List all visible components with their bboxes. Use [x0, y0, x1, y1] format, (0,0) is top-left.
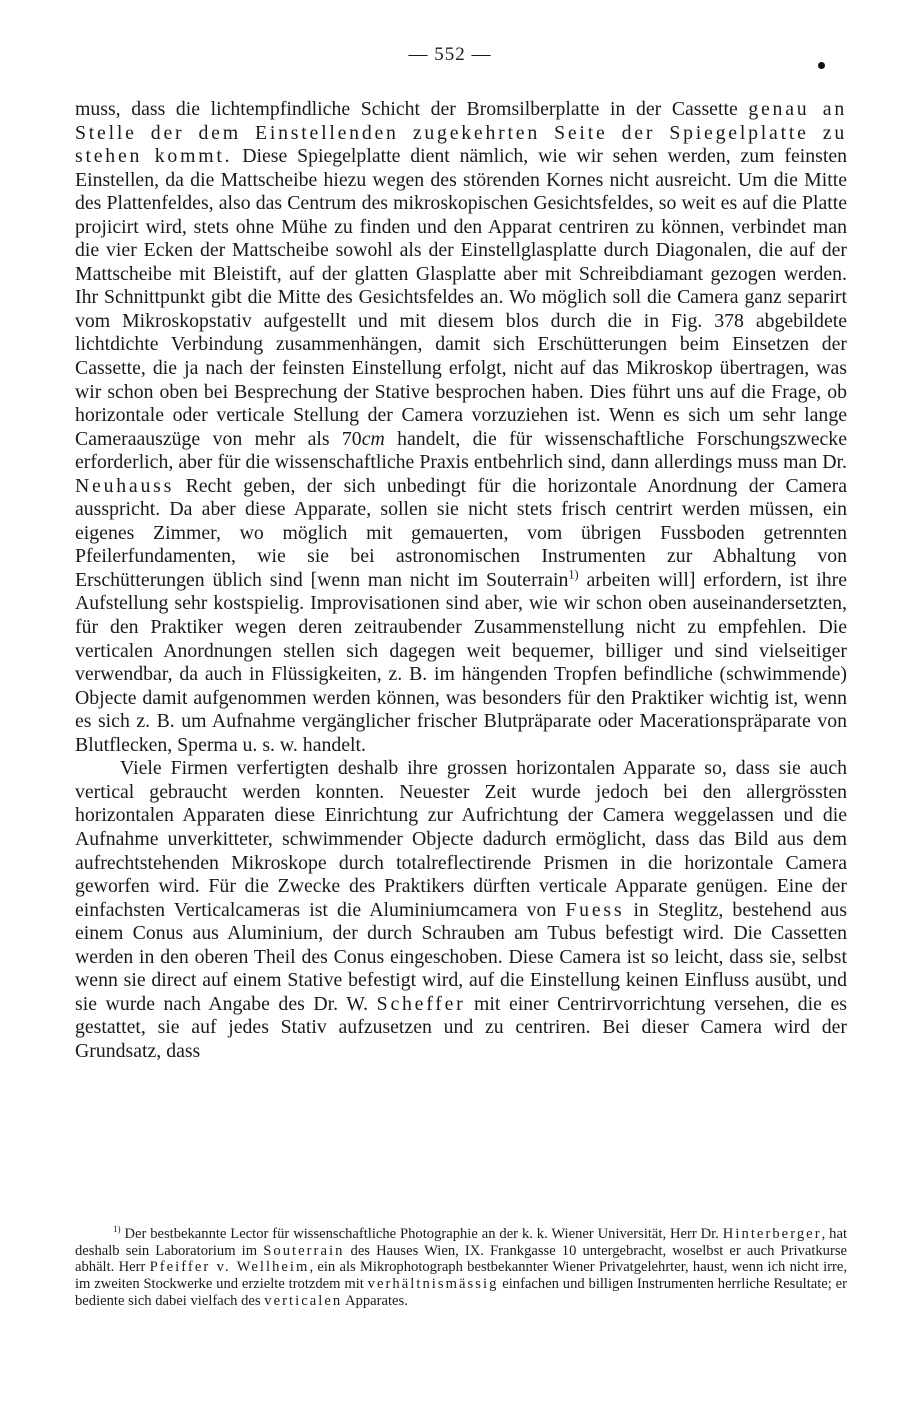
paragraph-1 [75, 98, 847, 757]
text-run: Diese Spiegelplatte dient nämlich, wie wir sehen werden, zum feinsten Einstellen, da die Mattscheibe hiezu wegen des störenden Kornes nicht ausreicht. Um die Mitte des Plattenfeldes, also das Centrum des mikroskopischen Gesichtsfeldes, so weit es auf die Platte projicirt wird, stets ohne Mühe zu finden und den Apparat centriren zu können, verbindet man die vier Ecken der Mattscheibe sowohl als der Einstellglasplatte durch Diagonalen, die auf der Mattscheibe mit Bleistift, auf der glatten Glasplatte aber mit Schreibdiamant gezogen werden. Ihr Schnittpunkt gibt die Mitte des Gesichtsfeldes an. Wo möglich soll die Camera ganz separirt vom Mikroskopstativ aufgestellt und mit diesem blos durch die in Fig. 378 abgebildete lichtdichte Verbindung zusammenhängen, damit sich Erschütterungen beim Einsetzen der Cassette, die ja nach der feinsten Einstellung erfolgt, nicht auf das Mikroskop übertragen, was wir schon oben bei Besprechung der Stative besprochen haben. Dies führt uns auf die Frage, ob horizontale oder verticale Stellung der Camera vorzuziehen ist. Wenn es sich um sehr lange Cameraauszüge von mehr als 70 [75, 145, 847, 450]
text-run: muss, dass die lichtempfindliche Schicht der Bromsilberplatte in der Cassette [75, 98, 749, 120]
text-run: Viele Firmen verfertigten deshalb ihre grossen horizontalen Apparate so, dass sie auch vertical gebraucht werden konnten. Neuester Zeit wurde jedoch bei den allergrössten horizontalen Apparaten diese Einrichtung zur Aufrichtung der Camera weggelassen und die Aufnahme unverkitteter, schwimmender Objecte dadurch ermöglicht, dass das Bild aus dem aufrechtstehenden Mikroskope durch totalreflectirende Prismen in die horizontale Camera geworfen wird. Für die Zwecke des Praktikers dürften verticale Apparate genügen. Eine der einfachsten Verticalcameras ist die Aluminiumcamera von [75, 757, 847, 921]
spaced-text: verticalen [264, 1292, 343, 1309]
footnote-1 [75, 1226, 847, 1310]
spaced-text: Fuess [565, 898, 625, 921]
page-number: — 552 — [408, 44, 492, 65]
text-run: arbeiten will] erfordern, ist ihre Aufstellung sehr kostspielig. Improvisationen sind aber, wie wir schon oben auseinandersetzten, für den Praktiker wegen deren zeitraubender Zusammenstellung nicht zu empfehlen. Die verticalen Anordnungen stellen sich dagegen weit bequemer, billiger und sind vielseitiger verwendbar, da auch in Flüssigkeiten, z. B. im hängenden Tropfen befindliche (schwimmende) Objecte damit aufgenommen werden können, was besonders für den Praktiker wichtig ist, wenn es sich z. B. um Aufnahme vergänglicher frischer Blutpräparate oder Macerationspräparate von Blutflecken, Sperma u. s. w. handelt. [75, 568, 847, 756]
text-run: Der bestbekannte Lector für wissenschaftliche Photographie an der k. k. Wiener Universität, Herr Dr. [120, 1226, 723, 1242]
ink-speck [818, 62, 825, 69]
footnote-marker: 1) [113, 1224, 121, 1235]
footnotes [75, 1226, 847, 1310]
text-run: handelt, die für wissenschaftliche Forschungszwecke erforderlich, aber für die wissenschaftliche Praxis entbehrlich sind, dann allerdings muss man Dr. [75, 427, 847, 474]
footnote-marker: 1) [568, 567, 579, 582]
text-run: Recht geben, der sich unbedingt für die horizontale Anordnung der Camera ausspricht. Da aber diese Apparate, sollen sie nicht stets frisch centrirt werden müssen, ein eigenes Zimmer, wo möglich mit gemauerten, vom übrigen Fussboden getrennten Pfeilerfundamenten, wie sie bei astronomischen Instrumenten zur Abhaltung von Erschütterungen üblich sind [wenn man nicht im Souterrain [75, 474, 847, 591]
text-run: , hat deshalb sein Laboratorium im [75, 1226, 847, 1259]
paragraph-2 [75, 757, 847, 1063]
spaced-text: Neuhauss [75, 474, 175, 497]
text-run: des Hauses Wien, IX. Frankgasse 10 untergebracht, woselbst er auch Privatkurse abhält. Herr [75, 1242, 848, 1276]
text-run: mit einer Centrirvorrichtung versehen, die es gestattet, sie auf jedes Stativ aufzusetzen und zu centriren. Bei dieser Camera wird der Grundsatz, dass [75, 992, 847, 1062]
text-run: einfachen und billigen Instrumenten herrliche Resultate; er bediente sich dabei vielfach des [75, 1276, 847, 1309]
spaced-text: verhältnismässig [367, 1276, 499, 1293]
body-text [75, 98, 847, 1063]
italic-text: cm [361, 427, 385, 450]
text-run: , ein als Mikrophotograph bestbekannter Wiener Privatgelehrter, haust, wenn ich nicht irre, im zweiten Stockwerke und erzielte trotzdem mit [75, 1259, 847, 1293]
spaced-text: Pfeiffer v. Wellheim [149, 1259, 310, 1276]
spaced-text: Scheffer [376, 992, 466, 1015]
spaced-text: genau an Stelle der dem Einstellenden zugekehrten Seite der Spiegelplatte zu stehen kommt. [75, 98, 847, 168]
text-run: Apparates. [342, 1292, 408, 1309]
text-run: in Steglitz, bestehend aus einem Conus aus Aluminium, der durch Schrauben am Tubus befestigt wird. Die Cassetten werden in den oberen Theil des Conus eingeschoben. Diese Camera ist so leicht, dass sie, selbst wenn sie direct auf einem Stative befestigt wird, auf die Einstellung keinen Einfluss ausübt, und sie wurde nach Angabe des Dr. W. [75, 898, 848, 1015]
spaced-text: Souterrain [263, 1242, 345, 1259]
spaced-text: Hinterberger [722, 1226, 822, 1242]
